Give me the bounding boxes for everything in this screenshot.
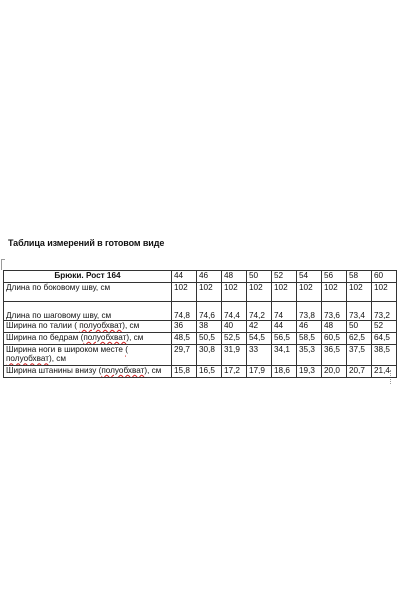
- value-cell: 73,2: [372, 302, 397, 321]
- value-cell: 56,5: [272, 333, 297, 345]
- row-label: Длина по шаговому шву, см: [4, 302, 172, 321]
- value-cell: 74,4: [222, 302, 247, 321]
- value-cell: 74,8: [172, 302, 197, 321]
- table-row: [4, 302, 397, 321]
- row-label-part: Ширина по бедрам (: [6, 333, 84, 342]
- value-cell: 21,4: [372, 366, 397, 378]
- value-cell: 50: [347, 321, 372, 333]
- size-header-cell: 48: [222, 271, 247, 283]
- row-label: [4, 321, 172, 333]
- measurements-table: [3, 270, 397, 378]
- table-row: [4, 283, 397, 302]
- value-cell: 102: [247, 283, 272, 302]
- value-cell: 52,5: [222, 333, 247, 345]
- value-cell: 18,6: [272, 366, 297, 378]
- value-cell: 102: [372, 283, 397, 302]
- table-header-row: [4, 271, 397, 283]
- value-cell: 60,5: [322, 333, 347, 345]
- size-header-cell: 54: [297, 271, 322, 283]
- table-row: [4, 333, 397, 345]
- value-cell: 17,2: [222, 366, 247, 378]
- value-cell: 48: [322, 321, 347, 333]
- value-cell: 19,3: [297, 366, 322, 378]
- row-label-part: ), см: [126, 333, 144, 342]
- value-cell: 20,7: [347, 366, 372, 378]
- value-cell: 58,5: [297, 333, 322, 345]
- table-row: [4, 366, 397, 378]
- spellcheck-marked-word: полуобхват: [83, 333, 127, 342]
- value-cell: 73,8: [297, 302, 322, 321]
- value-cell: 34,1: [272, 345, 297, 366]
- value-cell: 73,6: [322, 302, 347, 321]
- value-cell: 36: [172, 321, 197, 333]
- size-header-cell: 50: [247, 271, 272, 283]
- value-cell: 102: [347, 283, 372, 302]
- row-label-part: Ширина по талии (: [6, 321, 80, 330]
- value-cell: 37,5: [347, 345, 372, 366]
- spellcheck-marked-word: ( полуобхват: [6, 345, 128, 364]
- value-cell: 102: [297, 283, 322, 302]
- value-cell: 29,7: [172, 345, 197, 366]
- value-cell: 42: [247, 321, 272, 333]
- table-row: [4, 345, 397, 366]
- spellcheck-marked-word: полуобхват: [79, 321, 123, 330]
- value-cell: 54,5: [247, 333, 272, 345]
- value-cell: 74,6: [197, 302, 222, 321]
- size-header-cell: 46: [197, 271, 222, 283]
- table-header-label: Брюки. Рост 164: [4, 271, 172, 283]
- row-label-part: ), см: [144, 366, 162, 375]
- value-cell: 17,9: [247, 366, 272, 378]
- value-cell: 48,5: [172, 333, 197, 345]
- value-cell: 20,0: [322, 366, 347, 378]
- table-move-handle[interactable]: [1, 259, 5, 270]
- document-title: Таблица измерений в готовом виде: [8, 238, 165, 248]
- row-label-part: Ширина ноги в широком месте: [6, 345, 126, 354]
- size-header-cell: 56: [322, 271, 347, 283]
- row-label-part: Ширина штанины внизу (: [6, 366, 102, 375]
- value-cell: 102: [222, 283, 247, 302]
- spellcheck-marked-word: полуобхват: [101, 366, 145, 375]
- value-cell: 38: [197, 321, 222, 333]
- value-cell: 33: [247, 345, 272, 366]
- row-label: [4, 333, 172, 345]
- row-label: Длина по боковому шву, см: [4, 283, 172, 302]
- size-header-cell: 58: [347, 271, 372, 283]
- value-cell: 62,5: [347, 333, 372, 345]
- value-cell: 50,5: [197, 333, 222, 345]
- value-cell: 102: [172, 283, 197, 302]
- size-header-cell: 44: [172, 271, 197, 283]
- value-cell: 46: [297, 321, 322, 333]
- row-label: [4, 345, 172, 366]
- value-cell: 52: [372, 321, 397, 333]
- value-cell: 44: [272, 321, 297, 333]
- value-cell: 35,3: [297, 345, 322, 366]
- value-cell: 102: [322, 283, 347, 302]
- value-cell: 102: [197, 283, 222, 302]
- value-cell: 31,9: [222, 345, 247, 366]
- row-label-part: ), см: [49, 354, 67, 364]
- value-cell: 38,5: [372, 345, 397, 366]
- value-cell: 74: [272, 302, 297, 321]
- row-label: [4, 366, 172, 378]
- row-label-part: ), см: [122, 321, 140, 330]
- value-cell: 74,2: [247, 302, 272, 321]
- value-cell: 16,5: [197, 366, 222, 378]
- value-cell: 15,8: [172, 366, 197, 378]
- table-row: [4, 321, 397, 333]
- value-cell: 73,4: [347, 302, 372, 321]
- size-header-cell: 60: [372, 271, 397, 283]
- value-cell: 64,5: [372, 333, 397, 345]
- value-cell: 102: [272, 283, 297, 302]
- value-cell: 40: [222, 321, 247, 333]
- size-header-cell: 52: [272, 271, 297, 283]
- value-cell: 36,5: [322, 345, 347, 366]
- value-cell: 30,8: [197, 345, 222, 366]
